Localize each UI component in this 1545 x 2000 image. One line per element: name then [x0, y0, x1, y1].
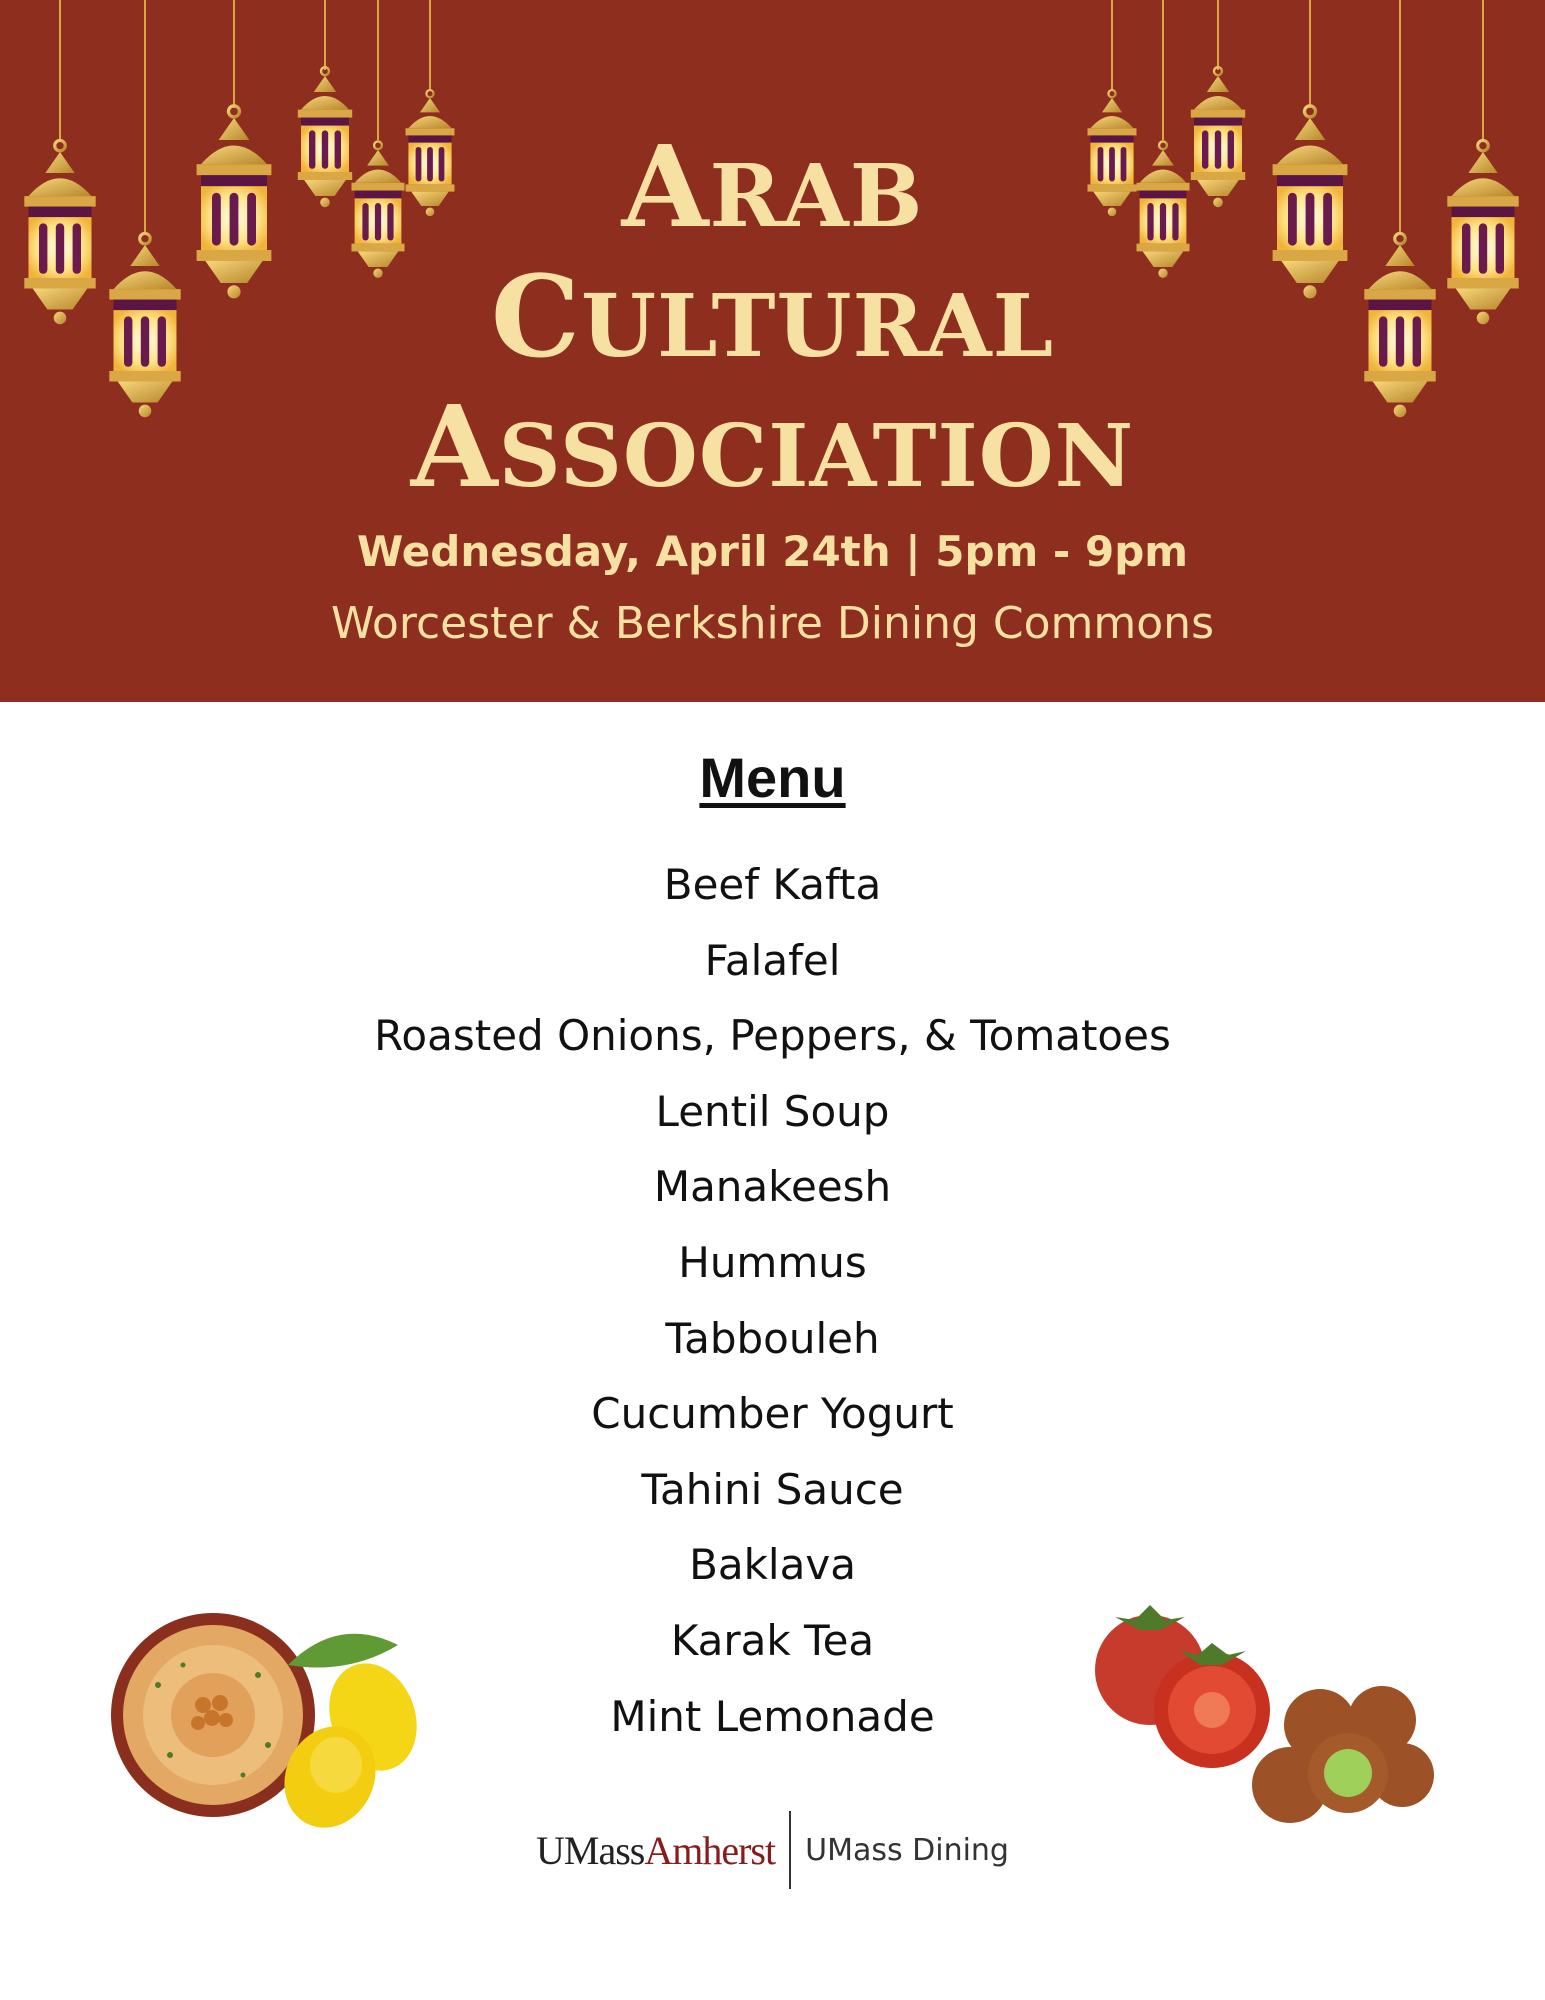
event-date-time: Wednesday, April 24th | 5pm - 9pm	[356, 527, 1189, 576]
tomato-and-falafel-icon	[1090, 1595, 1440, 1835]
menu-item: Manakeesh	[653, 1162, 892, 1212]
menu-item: Mint Lemonade	[610, 1691, 935, 1741]
menu-item: Falafel	[704, 935, 841, 985]
menu-item: Karak Tea	[670, 1615, 875, 1665]
umass-dining-label: UMass Dining	[805, 1832, 1009, 1868]
hummus-and-lemon-icon	[108, 1605, 418, 1830]
menu-item: Tabbouleh	[665, 1313, 880, 1363]
menu-item: Beef Kafta	[663, 860, 882, 909]
title-line-association: ASSOCIATION	[410, 382, 1135, 513]
title-line-cultural: CULTURAL	[490, 252, 1055, 383]
menu-item: Tahini Sauce	[641, 1464, 904, 1514]
menu-heading: Menu	[699, 746, 846, 809]
footer-logo	[0, 1810, 1545, 1890]
menu-item: Cucumber Yogurt	[591, 1389, 954, 1439]
menu-item: Hummus	[678, 1237, 867, 1287]
event-venue: Worcester & Berkshire Dining Commons	[330, 598, 1214, 649]
title-line-arab: ARAB	[621, 122, 924, 253]
umass-amherst-logo: UMassAmherst	[536, 1827, 776, 1873]
menu-item: Roasted Onions, Peppers, & Tomatoes	[374, 1011, 1171, 1061]
footer-divider	[789, 1811, 791, 1889]
menu-item: Baklava	[689, 1540, 856, 1590]
menu-item: Lentil Soup	[655, 1086, 890, 1136]
event-banner	[0, 0, 1545, 702]
